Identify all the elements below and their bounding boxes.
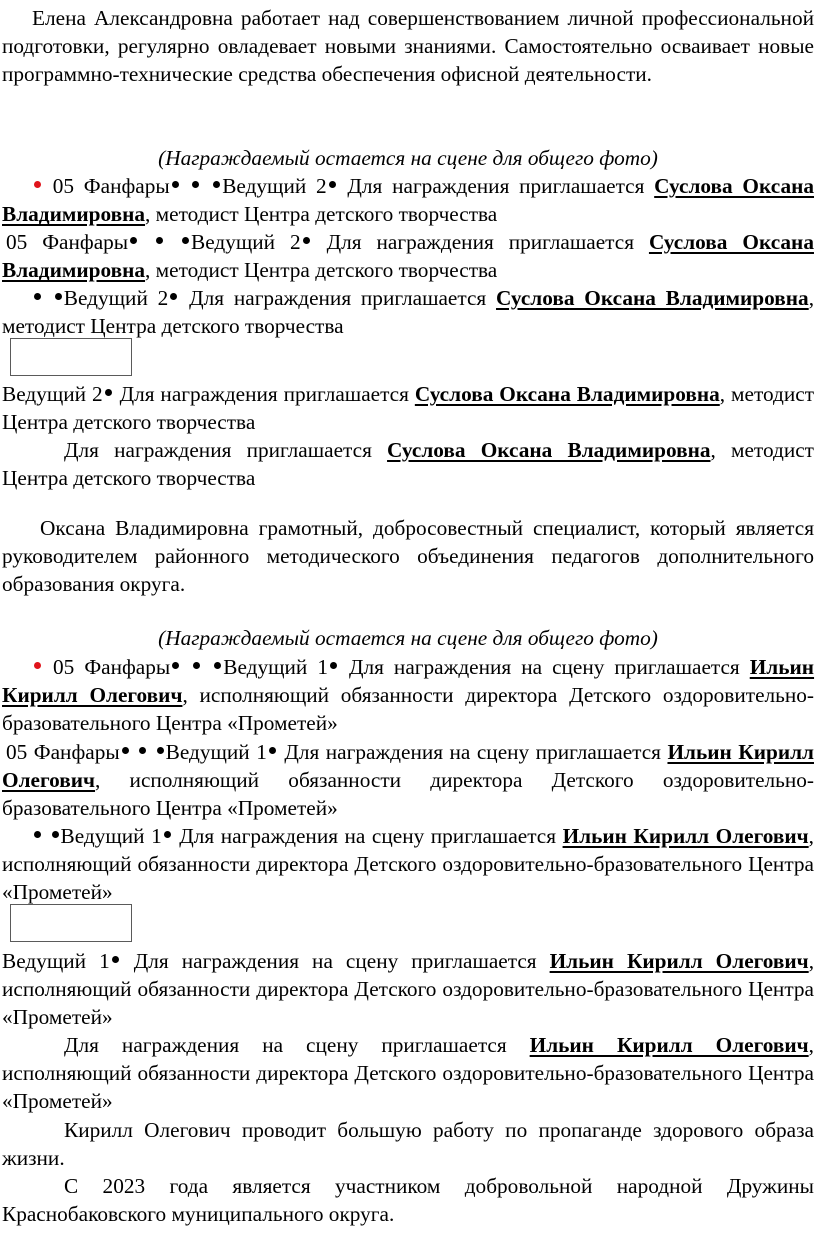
paragraph-kirill-1: Кирилл Олегович проводит большую работу по пропаганде здорового образа жизни. bbox=[2, 1118, 814, 1171]
invite-text: Для награждения на сцену приглашается bbox=[64, 1033, 507, 1057]
bullet-icon bbox=[130, 237, 137, 244]
awardee-name: Ильин Кирилл Олегович bbox=[2, 740, 814, 793]
award-entry-2c bbox=[2, 822, 814, 907]
awardee-name: Суслова Оксана Владимировна bbox=[2, 230, 814, 283]
awardee-role: , методист Центра детского творчества bbox=[145, 258, 498, 283]
award-entry-1e bbox=[2, 436, 814, 492]
award-entry-1d bbox=[2, 380, 814, 436]
host-text: Ведущий bbox=[222, 174, 307, 198]
invite-text: Для награждения приглашается bbox=[64, 438, 372, 462]
bullet-icon bbox=[34, 831, 41, 838]
awardee-role: , методист Центра детского творчества bbox=[2, 382, 815, 435]
host-number: 1 bbox=[99, 949, 110, 973]
awardee-name: Ильин Кирилл Олегович bbox=[2, 655, 815, 708]
fanfare-text: 05 Фанфары bbox=[52, 174, 170, 198]
award-entry-2a bbox=[2, 653, 814, 738]
bullet-icon bbox=[172, 181, 179, 188]
invite-text: Для награждения на сцену приглашается bbox=[348, 655, 740, 679]
fanfare-text: 05 Фанфары bbox=[53, 655, 171, 679]
empty-frame bbox=[10, 338, 132, 376]
awardee-name: Ильин Кирилл Олегович bbox=[549, 949, 809, 973]
bullet-icon bbox=[34, 293, 41, 300]
awardee-role: , исполняющий обязанности директора Детского оздоровительно-бразовательного Центра «Прометей» bbox=[2, 1033, 814, 1114]
awardee-role: , методист Центра детского творчества bbox=[145, 202, 498, 227]
bullet-icon bbox=[214, 662, 221, 669]
award-entry-1a bbox=[2, 172, 814, 228]
awardee-role: , методист Центра детского творчества bbox=[2, 286, 815, 339]
award-entry-2d bbox=[2, 947, 814, 1032]
bullet-icon bbox=[193, 662, 200, 669]
stage-note-2: (Награждаемый остается на сцене для общего фото) bbox=[158, 626, 658, 650]
bullet-icon bbox=[172, 662, 179, 669]
invite-text: Для награждения на сцену приглашается bbox=[133, 949, 537, 973]
host-number: 1 bbox=[317, 655, 328, 679]
awardee-name: Суслова Оксана Владимировна bbox=[496, 286, 809, 310]
host-number: 1 bbox=[256, 740, 267, 764]
bullet-icon bbox=[105, 389, 112, 396]
bullet-icon bbox=[192, 181, 199, 188]
host-number: 2 bbox=[316, 174, 327, 198]
host-text: Ведущий bbox=[2, 949, 87, 973]
awardee-name: Ильин Кирилл Олегович bbox=[562, 824, 809, 848]
bullet-icon bbox=[269, 747, 276, 754]
invite-text: Для награждения приглашается bbox=[189, 286, 487, 310]
awardee-role: , исполняющий обязанности директора Детского оздоровительно-бразовательного Центра «Прометей» bbox=[2, 768, 814, 821]
bullet-icon bbox=[329, 181, 336, 188]
paragraph-intro: Елена Александровна работает над совершенствованием личной профессиональной подготовки, регулярно овладевает новыми знаниями. Самостоятельно осваивает новые программно-технические средства обеспечения офисной деятельности. bbox=[2, 6, 814, 87]
invite-text: Для награждения приглашается bbox=[347, 174, 645, 198]
host-number: 2 bbox=[157, 286, 169, 310]
awardee-name: Суслова Оксана Владимировна bbox=[387, 438, 711, 462]
award-entry-1b bbox=[2, 228, 814, 284]
host-number: 1 bbox=[151, 824, 162, 848]
bullet-icon bbox=[182, 237, 189, 244]
stage-note-1: (Награждаемый остается на сцене для общего фото) bbox=[158, 146, 658, 170]
paragraph-oksana: Оксана Владимировна грамотный, добросовестный специалист, который является руководителем районного методического объединения педагогов дополнительного образования округа. bbox=[2, 516, 814, 597]
bullet-icon bbox=[213, 181, 220, 188]
bullet-icon bbox=[52, 831, 59, 838]
host-text: Ведущий bbox=[223, 655, 308, 679]
host-number: 2 bbox=[91, 382, 103, 406]
bullet-icon bbox=[139, 747, 146, 754]
awardee-role: , исполняющий обязанности директора Детского оздоровительно-бразовательного Центра «Прометей» bbox=[2, 824, 814, 905]
invite-text: Для награждения на сцену приглашается bbox=[179, 824, 557, 848]
host-text: Ведущий bbox=[165, 740, 250, 764]
award-entry-2b bbox=[2, 738, 814, 823]
bullet-icon bbox=[122, 747, 129, 754]
awardee-name: Суслова Оксана Владимировна bbox=[414, 382, 720, 406]
awardee-name: Ильин Кирилл Олегович bbox=[529, 1033, 809, 1057]
bullet-icon bbox=[112, 956, 119, 963]
fanfare-text: 05 Фанфары bbox=[6, 230, 129, 254]
bullet-icon bbox=[55, 293, 62, 300]
red-bullet-icon bbox=[34, 181, 41, 188]
host-number: 2 bbox=[290, 230, 301, 254]
paragraph-kirill-2: С 2023 года является участником добровольной народной Дружины Краснобаковского муниципального округа. bbox=[2, 1174, 814, 1227]
invite-text: Для награждения на сцену приглашается bbox=[284, 740, 661, 764]
awardee-role: , методист Центра детского творчества bbox=[2, 438, 814, 491]
host-text: Ведущий bbox=[191, 230, 276, 254]
bullet-icon bbox=[303, 237, 310, 244]
host-text: Ведущий bbox=[60, 824, 145, 848]
bullet-icon bbox=[156, 237, 163, 244]
award-entry-1c bbox=[2, 284, 814, 340]
bullet-icon bbox=[330, 662, 337, 669]
bullet-icon bbox=[164, 831, 171, 838]
fanfare-text: 05 Фанфары bbox=[6, 740, 120, 764]
invite-text: Для награждения приглашается bbox=[119, 382, 409, 406]
bullet-icon bbox=[170, 293, 177, 300]
invite-text: Для награждения приглашается bbox=[326, 230, 634, 254]
host-text: Ведущий bbox=[63, 286, 148, 310]
empty-frame bbox=[10, 904, 132, 942]
awardee-role: , исполняющий обязанности директора Детского оздоровительно-бразовательного Центра «Прометей» bbox=[2, 949, 815, 1030]
award-entry-2e bbox=[2, 1031, 814, 1116]
red-bullet-icon bbox=[34, 662, 41, 669]
host-text: Ведущий bbox=[2, 382, 87, 406]
awardee-role: , исполняющий обязанности директора Детского оздоровительно-бразовательного Центра «Прометей» bbox=[2, 683, 814, 736]
bullet-icon bbox=[157, 747, 164, 754]
awardee-name: Суслова Оксана Владимировна bbox=[2, 174, 815, 227]
